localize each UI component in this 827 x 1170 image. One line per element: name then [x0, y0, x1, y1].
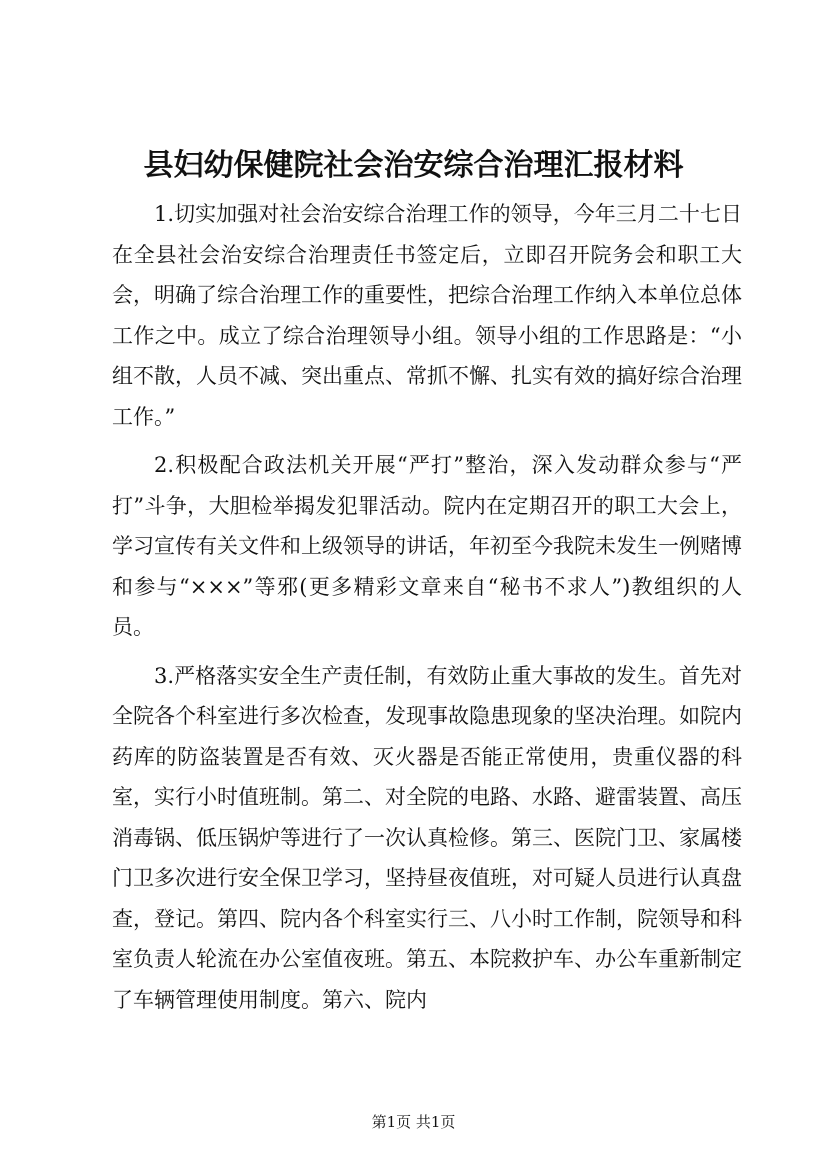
page-footer: 第1页 共1页 — [371, 1113, 456, 1131]
document-title: 县妇幼保健院社会治安综合治理汇报材料 — [143, 148, 684, 183]
document-body — [112, 194, 742, 1020]
paragraph-3: 3.严格落实安全生产责任制，有效防止重大事故的发生。首先对全院各个科室进行多次检查，发现事故隐患现象的坚决治理。如院内药库的防盗装置是否有效、灭火器是否能正常使用，贵重仪器的科室，实行小时值班制。第二、对全院的电路、水路、避雷装置、高压消毒锅、低压锅炉等进行了一次认真检修。第三、医院门卫、家属楼门卫多次进行安全保卫学习，坚持昼夜值班，对可疑人员进行认真盘查，登记。第四、院内各个科室实行三、八小时工作制，院领导和科室负责人轮流在办公室值夜班。第五、本院救护车、办公车重新制定了车辆管理使用制度。第六、院内 — [112, 663, 742, 1012]
paragraph-1: 1.切实加强对社会治安综合治理工作的领导，今年三月二十七日在全县社会治安综合治理责任书签定后，立即召开院务会和职工大会，明确了综合治理工作的重要性，把综合治理工作纳入本单位总体工作之中。成立了综合治理领导小组。领导小组的工作思路是：“小组不散，人员不减、突出重点、常抓不懈、扎实有效的搞好综合治理工作。” — [112, 202, 742, 429]
paragraph-2: 2.积极配合政法机关开展“严打”整治，深入发动群众参与“严打”斗争，大胆检举揭发犯罪活动。院内在定期召开的职工大会上，学习宣传有关文件和上级领导的讲话，年初至今我院未发生一例赌博和参与“×××”等邪(更多精彩文章来自“秘书不求人”)教组织的人员。 — [112, 453, 742, 639]
